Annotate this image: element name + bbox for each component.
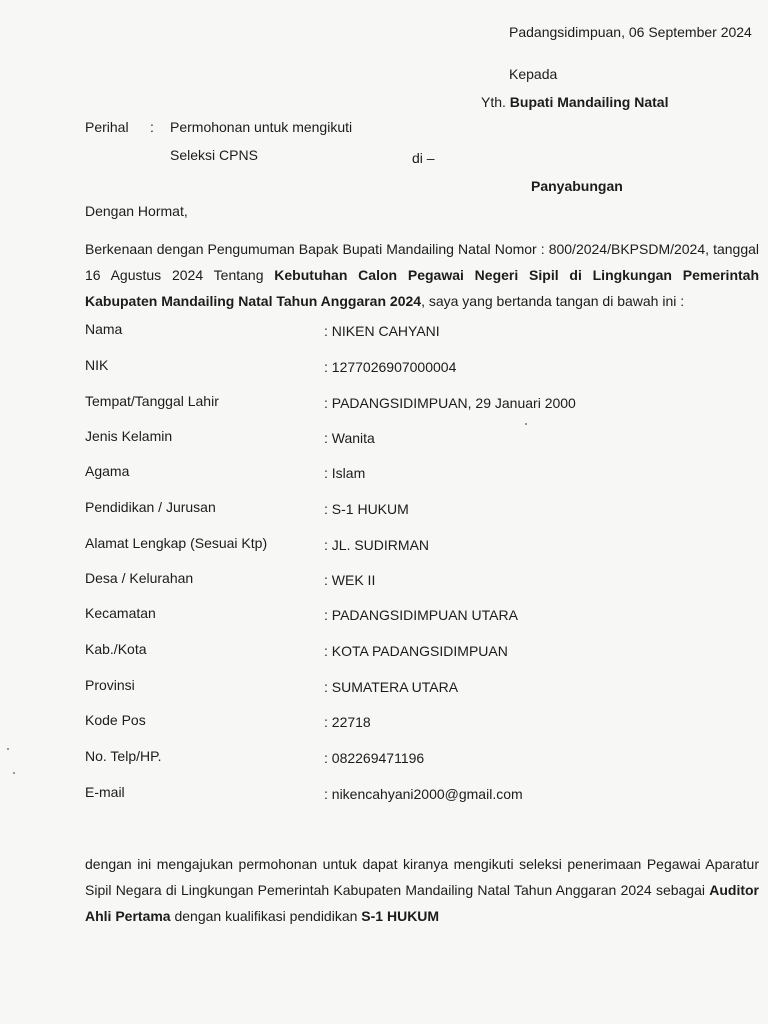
field-value: : nikencahyani2000@gmail.com xyxy=(324,786,523,802)
perihal-label: Perihal xyxy=(85,119,129,135)
recipient-line xyxy=(481,94,668,110)
field-label: Pendidikan / Jurusan xyxy=(85,499,216,515)
kepada-label: Kepada xyxy=(509,66,558,82)
field-value: : PADANGSIDIMPUAN, 29 Januari 2000 xyxy=(324,395,576,411)
di-label: di – xyxy=(412,150,435,166)
field-label: No. Telp/HP. xyxy=(85,748,162,764)
field-value: : Islam xyxy=(324,465,366,481)
field-label: Kode Pos xyxy=(85,712,146,728)
intro-text: Berkenaan dengan Pengumuman Bapak Bupati Mandailing Natal Nomor : 800/2024/BKPSDM/2024, tanggal 16 Agustus 2024 Tentang xyxy=(85,241,759,283)
intro-text-end: , saya yang bertanda tangan di bawah ini : xyxy=(421,293,685,309)
field-label: E-mail xyxy=(85,784,125,800)
field-value: : JL. SUDIRMAN xyxy=(324,537,430,553)
field-label: NIK xyxy=(85,357,109,373)
field-label: Provinsi xyxy=(85,677,135,693)
perihal-colon: : xyxy=(150,119,154,135)
field-value: : 22718 xyxy=(324,714,371,730)
scan-speck xyxy=(7,748,9,750)
field-value: : S-1 HUKUM xyxy=(324,501,409,517)
field-label: Kecamatan xyxy=(85,605,156,621)
closing-paragraph xyxy=(85,851,759,929)
field-label: Nama xyxy=(85,321,123,337)
field-value: : SUMATERA UTARA xyxy=(324,679,459,695)
yth-prefix: Yth. xyxy=(481,94,506,110)
field-label: Alamat Lengkap (Sesuai Ktp) xyxy=(85,535,268,551)
field-value: : WEK II xyxy=(324,572,376,588)
field-value: : Wanita xyxy=(324,430,375,446)
education-qualification: S-1 HUKUM xyxy=(361,908,440,924)
field-value: : NIKEN CAHYANI xyxy=(324,323,440,339)
intro-bold-text: Kebutuhan Calon Pegawai Negeri Sipil di Lingkungan Pemerintah Kabupaten Mandailing Natal Tahun Anggaran 2024 xyxy=(85,267,759,309)
perihal-line-2: Seleksi CPNS xyxy=(170,147,258,163)
field-value: : PADANGSIDIMPUAN UTARA xyxy=(324,607,518,623)
position-name: Auditor Ahli Pertama xyxy=(85,882,759,924)
field-value: : 082269471196 xyxy=(324,750,425,766)
field-value: : 1277026907000004 xyxy=(324,359,457,375)
field-label: Tempat/Tanggal Lahir xyxy=(85,393,219,409)
perihal-line-1: Permohonan untuk mengikuti xyxy=(170,119,353,135)
closing-text-mid: dengan kualifikasi pendidikan xyxy=(170,908,362,924)
scan-speck xyxy=(525,423,527,425)
field-label: Kab./Kota xyxy=(85,641,147,657)
field-label: Agama xyxy=(85,463,130,479)
recipient-name: Bupati Mandailing Natal xyxy=(509,94,669,110)
recipient-city: Panyabungan xyxy=(531,178,623,194)
scan-speck xyxy=(13,772,15,774)
closing-text: dengan ini mengajukan permohonan untuk dapat kiranya mengikuti seleksi penerimaan Pegawai Aparatur Sipil Negara di Lingkungan Pemerintah Kabupaten Mandailing Natal Tahun Anggaran 2024 sebagai xyxy=(85,856,759,898)
field-label: Jenis Kelamin xyxy=(85,428,173,444)
intro-paragraph xyxy=(85,236,759,314)
salutation: Dengan Hormat, xyxy=(85,203,188,219)
field-label: Desa / Kelurahan xyxy=(85,570,194,586)
place-date: Padangsidimpuan, 06 September 2024 xyxy=(509,24,752,40)
field-value: : KOTA PADANGSIDIMPUAN xyxy=(324,643,508,659)
